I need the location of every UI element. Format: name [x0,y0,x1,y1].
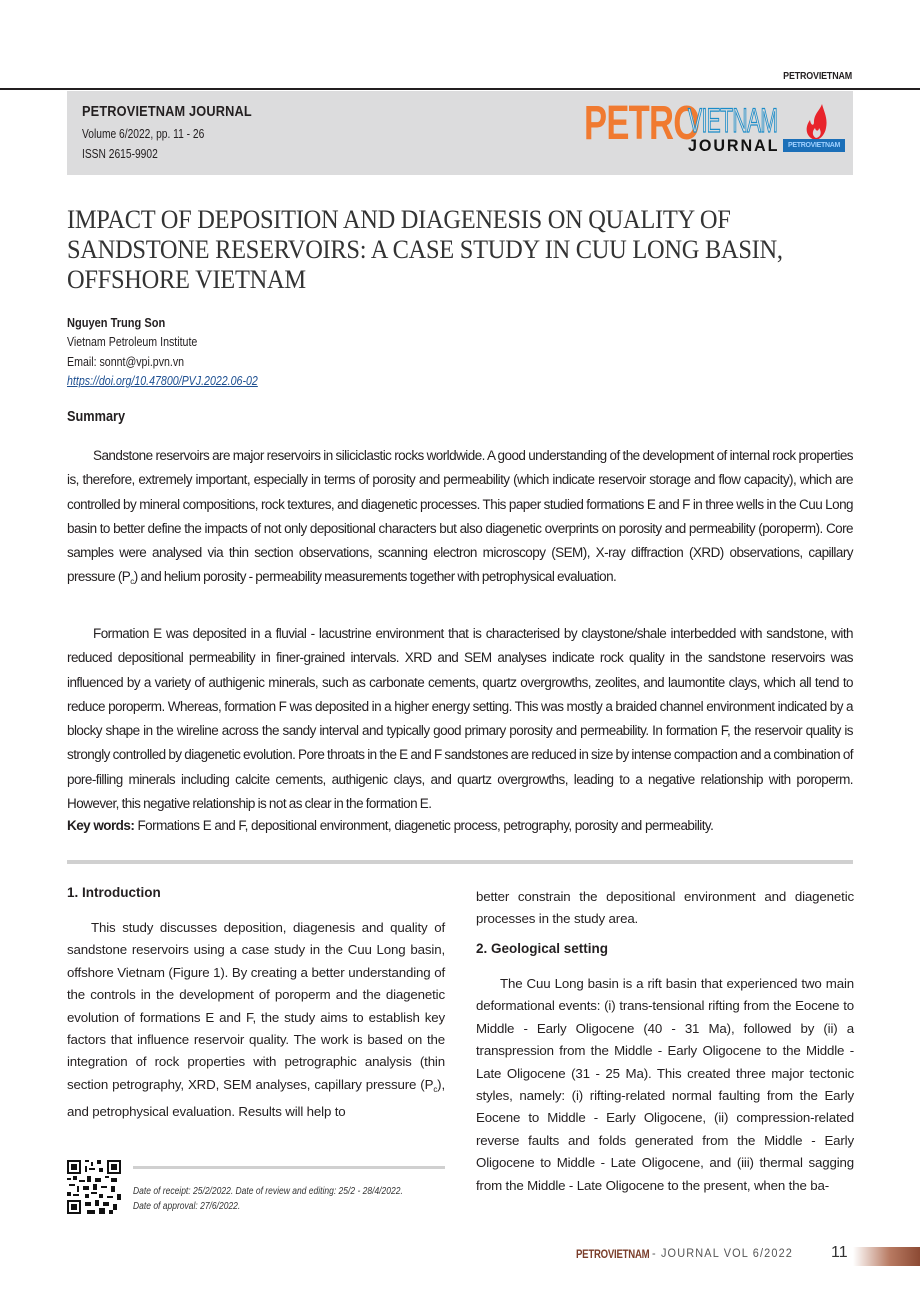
author-affiliation: Vietnam Petroleum Institute [67,335,198,349]
section-divider [67,860,853,864]
journal-logo [584,97,854,164]
geological-setting-heading: 2. Geological setting [476,941,609,956]
geological-setting-paragraph: The Cuu Long basin is a rift basin that experienced two main deformational events: (i) trans-tensional rifting from the Eocene to Middle - Early Oligocene (40 - 31 Ma), followed by (ii) a transpression from the Middle - Early Oligocene to the Middle - Late Oligocene (31 - 25 Ma). This created three major tectonic styles, namely: (i) rifting-related normal faulting from the Early Eocene to Middle - Early Oligocene, (ii) compression-related reverse faults and folds generated from the Middle - Early Oligocene to Middle - Late Oligocene, and (iii) thermal sagging from the Middle - Late Oligocene to the present, when the ba- [476,976,854,1193]
flame-icon [802,104,830,140]
running-head: PETROVIETNAM [783,70,852,82]
doi-link[interactable]: https://doi.org/10.47800/PVJ.2022.06-02 [67,374,258,388]
article-dates [133,1184,403,1214]
footer-journal-volume: - JOURNAL VOL 6/2022 [652,1248,794,1260]
page-number: 11 [831,1244,848,1261]
page-tab-bar [853,1247,920,1266]
summary-text: ) and helium porosity - permeability measurements together with petrophysical evaluation. [133,569,617,585]
receipt-review-dates: Date of receipt: 25/2/2022. Date of review and editing: 25/2 - 28/4/2022. [133,1186,403,1197]
keywords [67,818,853,833]
intro-paragraph-continued: better constrain the depositional environment and diagenetic processes in the study area. [476,889,854,927]
keywords-label: Key words: [67,818,135,833]
subscript: c [130,577,134,587]
approval-date: Date of approval: 27/6/2022. [133,1201,241,1212]
summary-heading: Summary [67,408,126,425]
intro-text: ), and petrophysical evaluation. Results will help to [67,1076,445,1120]
logo-brand-bar: PETROVIETNAM [783,139,845,152]
summary-paragraph-1 [67,444,853,595]
journal-volume: Volume 6/2022, pp. 11 - 26 [82,127,205,141]
journal-name: PETROVIETNAM JOURNAL [82,103,252,120]
footer-brand: PETROVIETNAM [576,1247,650,1261]
top-rule [0,88,920,90]
article-title: IMPACT OF DEPOSITION AND DIAGENESIS ON QUALITY OF SANDSTONE RESERVOIRS: A CASE STUDY IN CUU LONG BASIN, OFFSHORE VIETNAM [67,205,783,294]
intro-heading: 1. Introduction [67,885,161,900]
logo-journal: JOURNAL [688,136,780,155]
masthead [67,91,853,175]
qr-code-icon[interactable] [67,1160,121,1214]
logo-petro: PETRO [584,97,700,150]
summary-paragraph-2: Formation E was deposited in a fluvial - lacustrine environment that is characterised by claystone/shale interbedded with sandstone, with reduced depositional permeability in finer-grained intervals. XRD and SEM analyses indicate rock quality in the sandstone reservoirs was influenced by a variety of authigenic minerals, such as carbonate cements, quartz overgrowths, zeolites, and laumontite clays, which all tend to reduce poroperm. Whereas, formation F was deposited in a higher energy setting. This was mostly a braided channel environment indicated by a blocky shape in the wireline across the sandy interval and typically good primary porosity and permeability. In formation F, the reservoir quality is strongly controlled by diagenetic evolution. Pore throats in the E and F sandstones are reduced in size by intense compaction and a combination of pore-filling minerals including calcite cements, authigenic clays, and quartz overgrowths, leading to a negative relationship with poroperm. However, this negative relationship is not as clear in the formation E. [67,626,853,812]
subscript: c [433,1084,438,1094]
summary-text: Sandstone reservoirs are major reservoirs in siliciclastic rocks worldwide. A good understanding of the development of internal rock properties is, therefore, extremely important, especially in terms of porosity and permeability (which indicate reservoir storage and flow capacity), which are controlled by mineral compositions, rock textures, and diagenetic processes. This paper studied formations E and F in three wells in the Cuu Long basin to better define the impacts of not only depositional characters but also diagenetic overprints on porosity and permeability (poroperm). Core samples were analysed via thin section observations, scanning electron microscopy (SEM), X-ray diffraction (XRD) observations, capillary pressure (P [67,448,853,585]
intro-text: This study discusses deposition, diagenesis and quality of sandstone reservoirs using a case study in the Cuu Long basin, offshore Vietnam (Figure 1). By creating a better understanding of the controls in the development of poroperm and the diagenetic evolution of formations E and F, the study aims to establish key factors that influence reservoir quality. The work is based on the integration of rock properties with petrographic analysis (thin section petrography, XRD, SEM analyses, capillary pressure (P [67,920,445,1092]
journal-issn: ISSN 2615-9902 [82,147,158,161]
footnote-rule [133,1166,445,1169]
author-name: Nguyen Trung Son [67,315,166,330]
logo-vietnam: VIETNAM [688,102,778,140]
keywords-list: Formations E and F, depositional environment, diagenetic process, petrography, porosity and permeability. [134,818,714,833]
intro-paragraph [67,917,445,1124]
author-email: Email: sonnt@vpi.pvn.vn [67,355,185,369]
